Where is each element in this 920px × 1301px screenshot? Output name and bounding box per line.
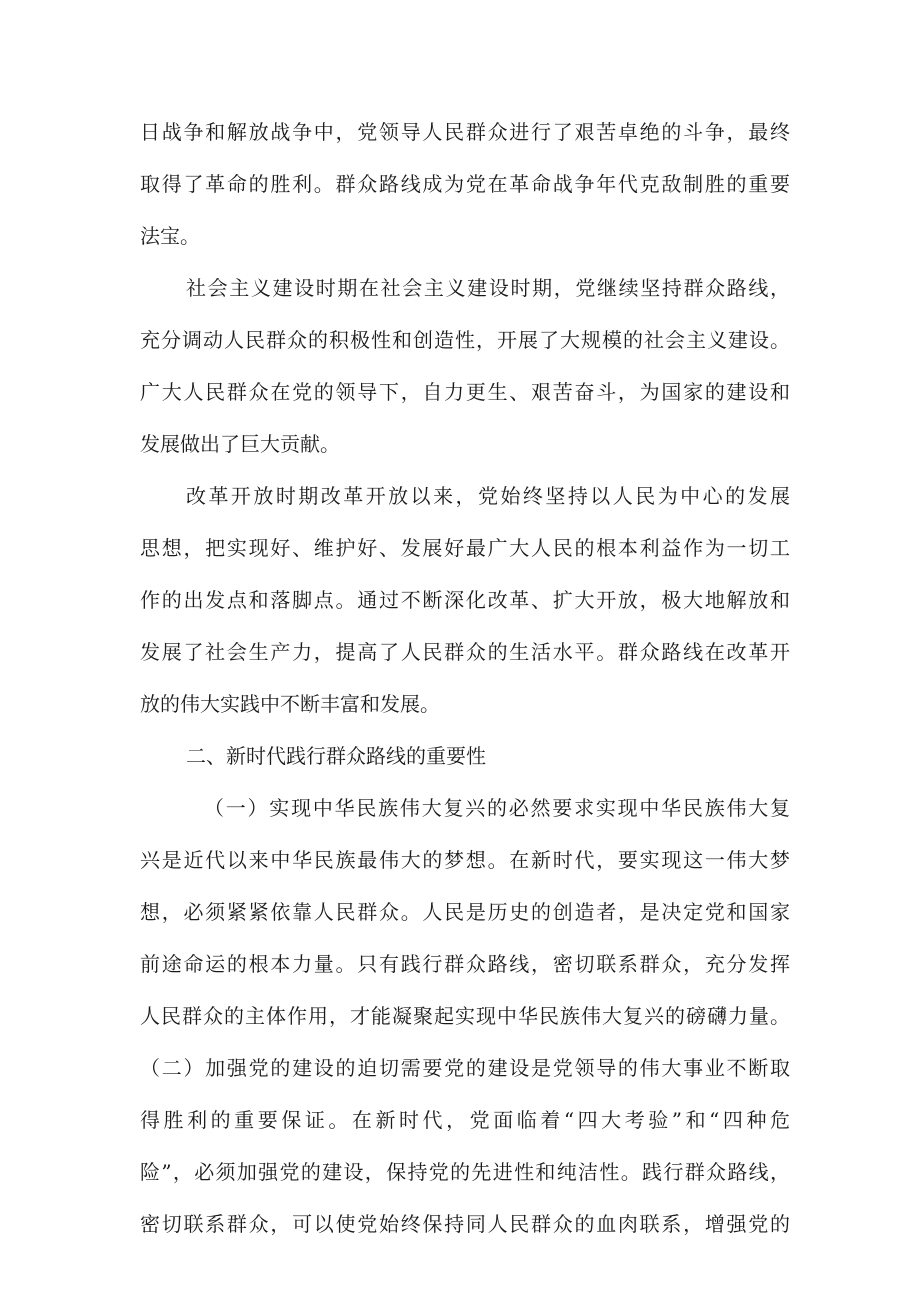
text-line: （二）加强党的建设的迫切需要党的建设是党领导的伟大事业不断取 [140, 1056, 790, 1080]
text-line: 思想，把实现好、维护好、发展好最广大人民的根本利益作为一切工 [140, 536, 790, 560]
section-heading: 二、新时代践行群众路线的重要性 [186, 744, 486, 768]
text-line: 作的出发点和落脚点。通过不断深化改革、扩大开放，极大地解放和 [140, 588, 790, 612]
text-line: 广大人民群众在党的领导下，自力更生、艰苦奋斗，为国家的建设和 [140, 380, 790, 404]
text-line: 得胜利的重要保证。在新时代，党面临着“四大考验”和“四种危 [140, 1108, 790, 1132]
text-line: 充分调动人民群众的积极性和创造性，开展了大规模的社会主义建设。 [140, 328, 790, 352]
text-line: 人民群众的主体作用，才能凝聚起实现中华民族伟大复兴的磅礴力量。 [140, 1004, 790, 1028]
text-line: 密切联系群众，可以使党始终保持同人民群众的血肉联系，增强党的 [140, 1212, 790, 1236]
text-line: 改革开放时期改革开放以来，党始终坚持以人民为中心的发展 [186, 484, 790, 508]
text-line: 法宝。 [140, 224, 200, 248]
text-line: 取得了革命的胜利。群众路线成为党在革命战争年代克敌制胜的重要 [140, 172, 790, 196]
text-line: 社会主义建设时期在社会主义建设时期，党继续坚持群众路线， [186, 276, 790, 300]
text-line: 前途命运的根本力量。只有践行群众路线，密切联系群众，充分发挥 [140, 952, 790, 976]
text-line: 日战争和解放战争中，党领导人民群众进行了艰苦卓绝的斗争，最终 [140, 120, 790, 144]
text-line: （一）实现中华民族伟大复兴的必然要求实现中华民族伟大复 [204, 796, 790, 820]
text-line: 想，必须紧紧依靠人民群众。人民是历史的创造者，是决定党和国家 [140, 900, 790, 924]
text-line: 放的伟大实践中不断丰富和发展。 [140, 692, 440, 716]
text-line: 兴是近代以来中华民族最伟大的梦想。在新时代，要实现这一伟大梦 [140, 848, 790, 872]
text-line: 发展了社会生产力，提高了人民群众的生活水平。群众路线在改革开 [140, 640, 790, 664]
text-line: 险”，必须加强党的建设，保持党的先进性和纯洁性。践行群众路线， [140, 1160, 790, 1184]
text-line: 发展做出了巨大贡献。 [140, 432, 340, 456]
